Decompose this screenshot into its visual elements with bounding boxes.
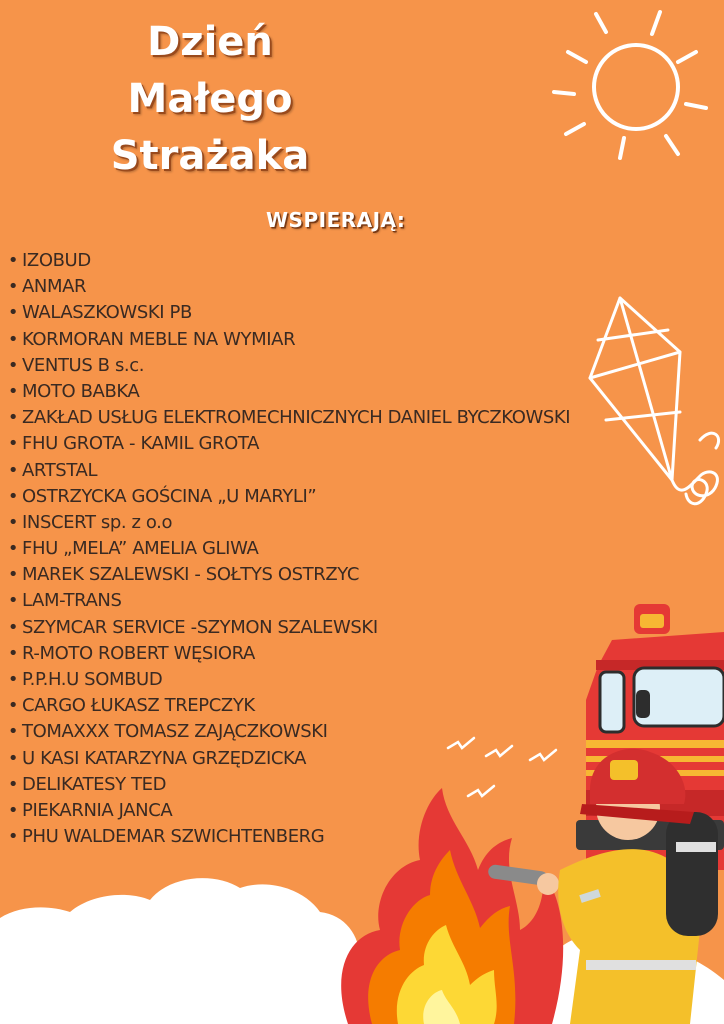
sponsor-item: • CARGO ŁUKASZ TREPCZYK <box>4 693 570 719</box>
sponsor-item: • OSTRZYCKA GOŚCINA „U MARYLI” <box>4 484 570 510</box>
sun-icon <box>554 12 706 158</box>
sponsor-item: • MOTO BABKA <box>4 379 570 405</box>
fire-truck-illustration <box>576 604 724 870</box>
sponsor-item: • INSCERT sp. z o.o <box>4 510 570 536</box>
sponsor-item: • FHU GROTA - KAMIL GROTA <box>4 431 570 457</box>
sponsor-item: • LAM-TRANS <box>4 588 570 614</box>
sponsor-item: • ANMAR <box>4 274 570 300</box>
sponsor-item: • VENTUS B s.c. <box>4 353 570 379</box>
sponsor-item: • FHU „MELA” AMELIA GLIWA <box>4 536 570 562</box>
sponsor-item: • MAREK SZALEWSKI - SOŁTYS OSTRZYC <box>4 562 570 588</box>
title-line-3: Strażaka <box>110 133 310 179</box>
sponsor-item: • PIEKARNIA JANCA <box>4 798 570 824</box>
sponsor-item: • R-MOTO ROBERT WĘSIORA <box>4 641 570 667</box>
sponsor-list <box>4 248 570 850</box>
sponsor-item: • DELIKATESY TED <box>4 772 570 798</box>
sponsor-item: • WALASZKOWSKI PB <box>4 300 570 326</box>
sponsor-item: • ARTSTAL <box>4 458 570 484</box>
sponsor-item: • PHU WALDEMAR SZWICHTENBERG <box>4 824 570 850</box>
sponsor-item: • SZYMCAR SERVICE -SZYMON SZALEWSKI <box>4 615 570 641</box>
poster-title <box>60 14 360 185</box>
sponsor-item: • ZAKŁAD USŁUG ELEKTROMECHNICZNYCH DANIEL BYCZKOWSKI <box>4 405 570 431</box>
sponsor-item: • U KASI KATARZYNA GRZĘDZICKA <box>4 746 570 772</box>
sponsor-item: • P.P.H.U SOMBUD <box>4 667 570 693</box>
sponsor-item: • KORMORAN MEBLE NA WYMIAR <box>4 327 570 353</box>
supporters-heading: WSPIERAJĄ: <box>266 208 406 232</box>
sponsor-item: • TOMAXXX TOMASZ ZAJĄCZKOWSKI <box>4 719 570 745</box>
title-line-2: Małego <box>127 76 293 122</box>
sponsor-item: • IZOBUD <box>4 248 570 274</box>
kite-icon <box>590 298 719 504</box>
clouds-illustration <box>0 878 724 1024</box>
title-line-1: Dzień <box>147 19 273 65</box>
